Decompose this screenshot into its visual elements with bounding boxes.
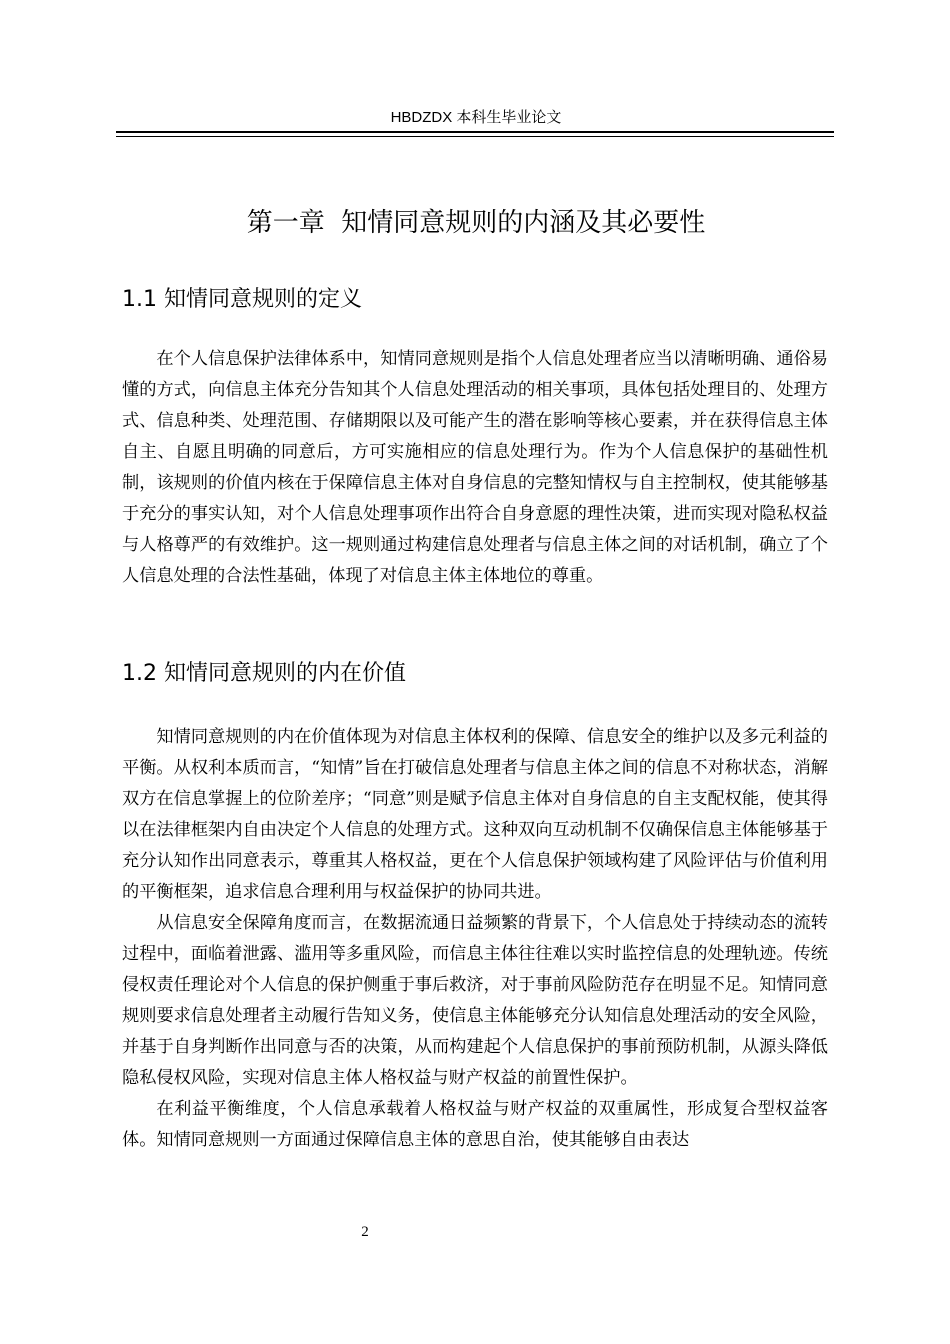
paragraph: 在利益平衡维度，个人信息承载着人格权益与财产权益的双重属性，形成复合型权益客体。知情同意规则一方面通过保障信息主体的意思自治，使其能够自由表达	[122, 1099, 828, 1150]
section-1-2-body	[122, 722, 828, 1156]
header-rule-thin	[116, 136, 834, 137]
chapter-title: 第一章 知情同意规则的内涵及其必要性	[246, 208, 706, 238]
header-rule-thick	[116, 131, 834, 133]
section-1-1-body	[122, 344, 828, 592]
page-number: 2	[361, 1224, 369, 1240]
paragraph: 从信息安全保障角度而言，在数据流通日益频繁的背景下，个人信息处于持续动态的流转过程中，面临着泄露、滥用等多重风险，而信息主体往往难以实时监控信息的处理轨迹。传统侵权责任理论对个人信息的保护侧重于事后救济，对于事前风险防范存在明显不足。知情同意规则要求信息处理者主动履行告知义务，使信息主体能够充分认知信息处理活动的安全风险，并基于自身判断作出同意与否的决策，从而构建起个人信息保护的事前预防机制，从源头降低隐私侵权风险，实现对信息主体人格权益与财产权益的前置性保护。	[122, 913, 828, 1088]
section-heading-1-2: 1.2 知情同意规则的内在价值	[122, 661, 406, 686]
section-heading-1-1: 1.1 知情同意规则的定义	[122, 287, 362, 312]
running-header: HBDZDX 本科生毕业论文	[390, 109, 562, 126]
paragraph: 在个人信息保护法律体系中，知情同意规则是指个人信息处理者应当以清晰明确、通俗易懂的方式，向信息主体充分告知其个人信息处理活动的相关事项，具体包括处理目的、处理方式、信息种类、处理范围、存储期限以及可能产生的潜在影响等核心要素，并在获得信息主体自主、自愿且明确的同意后，方可实施相应的信息处理行为。作为个人信息保护的基础性机制，该规则的价值内核在于保障信息主体对自身信息的完整知情权与自主控制权，使其能够基于充分的事实认知，对个人信息处理事项作出符合自身意愿的理性决策，进而实现对隐私权益与人格尊严的有效维护。这一规则通过构建信息处理者与信息主体之间的对话机制，确立了个人信息处理的合法性基础，体现了对信息主体主体地位的尊重。	[122, 349, 828, 586]
paragraph: 知情同意规则的内在价值体现为对信息主体权利的保障、信息安全的维护以及多元利益的平衡。从权利本质而言，“知情”旨在打破信息处理者与信息主体之间的信息不对称状态，消解双方在信息掌握上的位阶差序；“同意”则是赋予信息主体对自身信息的自主支配权能，使其得以在法律框架内自由决定个人信息的处理方式。这种双向互动机制不仅确保信息主体能够基于充分认知作出同意表示，尊重其人格权益，更在个人信息保护领域构建了风险评估与价值利用的平衡框架，追求信息合理利用与权益保护的协同共进。	[122, 727, 828, 902]
